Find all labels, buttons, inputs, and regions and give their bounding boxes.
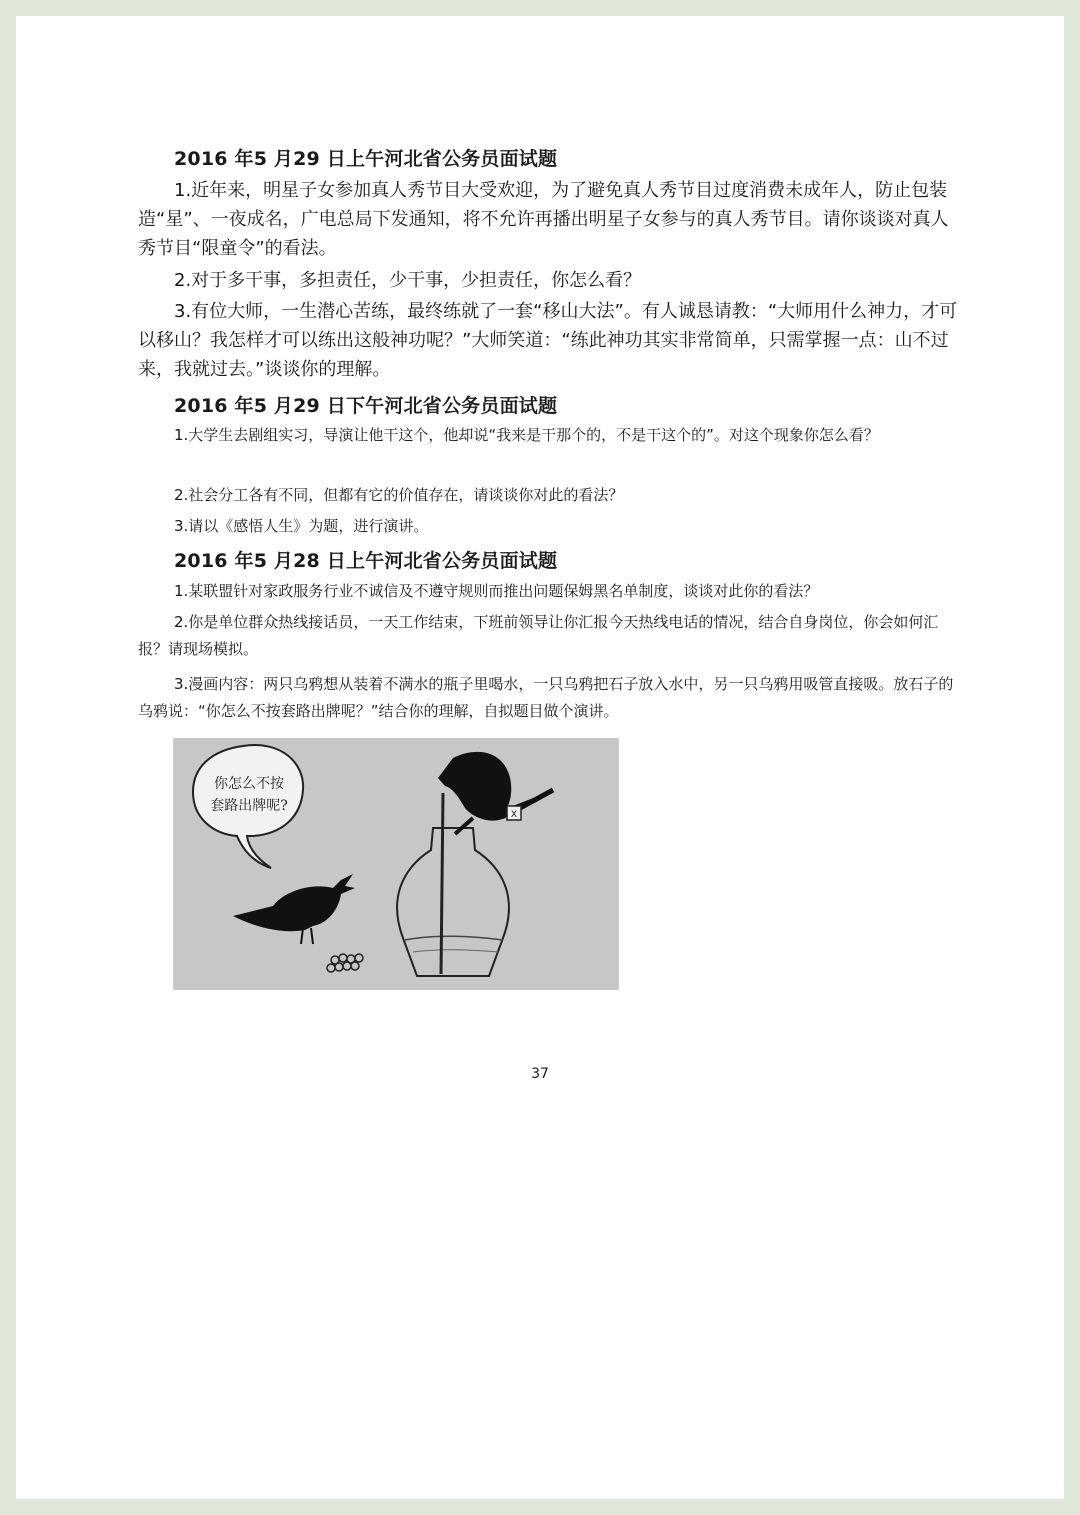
cartoon-illustration bbox=[173, 738, 619, 990]
section-3-question-1: 1.某联盟针对家政服务行业不诚信及不遵守规则而推出问题保姆黑名单制度，谈谈对此你的看法？ bbox=[174, 582, 819, 600]
section-3-title: 2016 年5 月28 日上午河北省公务员面试题 bbox=[174, 550, 558, 572]
section-1-question-2: 2.对于多干事，多担责任，少干事，少担责任，你怎么看？ bbox=[174, 270, 642, 291]
section-3-question-3: 3.漫画内容：两只乌鸦想从装着不满水的瓶子里喝水，一只乌鸦把石子放入水中，另一只乌鸦用吸管直接吸。放石子的乌鸦说：“你怎么不按套路出牌呢？”结合你的理解，自拟题目做个演讲。 bbox=[138, 675, 954, 720]
pebbles-icon bbox=[327, 954, 363, 972]
left-crow-icon bbox=[233, 874, 355, 944]
right-crow-icon bbox=[438, 752, 553, 834]
water-bottle-icon bbox=[397, 828, 509, 976]
section-3-question-2: 2.你是单位群众热线接话员，一天工作结束，下班前领导让你汇报今天热线电话的情况，结合自身岗位，你会如何汇报？请现场模拟。 bbox=[138, 613, 939, 658]
section-2-question-2: 2.社会分工各有不同，但都有它的价值存在，请谈谈你对此的看法？ bbox=[174, 486, 624, 504]
section-1-question-1: 1.近年来，明星子女参加真人秀节目大受欢迎，为了避免真人秀节目过度消费未成年人，防止包装造“星”、一夜成名，广电总局下发通知，将不允许再播出明星子女参与的真人秀节目。请你谈谈对真人秀节目“限童令”的看法。 bbox=[138, 180, 949, 259]
section-2-question-1: 1.大学生去剧组实习，导演让他干这个，他却说“我来是干那个的，不是干这个的”。对这个现象你怎么看？ bbox=[174, 426, 879, 444]
section-2-title: 2016 年5 月29 日下午河北省公务员面试题 bbox=[174, 395, 558, 417]
bubble-text-line-1: 你怎么不按 bbox=[214, 776, 284, 792]
stone-block-letter: X bbox=[510, 810, 518, 820]
straw-icon bbox=[441, 793, 443, 974]
section-1-question-3: 3.有位大师，一生潜心苦练，最终练就了一套“移山大法”。有人诚恳请教：“大师用什么神力，才可以移山？我怎样才可以练出这般神功呢？”大师笑道：“练此神功其实非常简单，只需掌握一点：山不过来，我就过去。”谈谈你的理解。 bbox=[138, 301, 958, 380]
section-2-question-3: 3.请以《感悟人生》为题，进行演讲。 bbox=[174, 517, 429, 535]
bubble-text-line-2: 套路出牌呢? bbox=[210, 798, 288, 814]
page-number: 37 bbox=[531, 1066, 549, 1082]
crow-cartoon-image bbox=[173, 738, 619, 990]
document-page bbox=[16, 16, 1064, 1499]
section-1-title: 2016 年5 月29 日上午河北省公务员面试题 bbox=[174, 148, 558, 170]
